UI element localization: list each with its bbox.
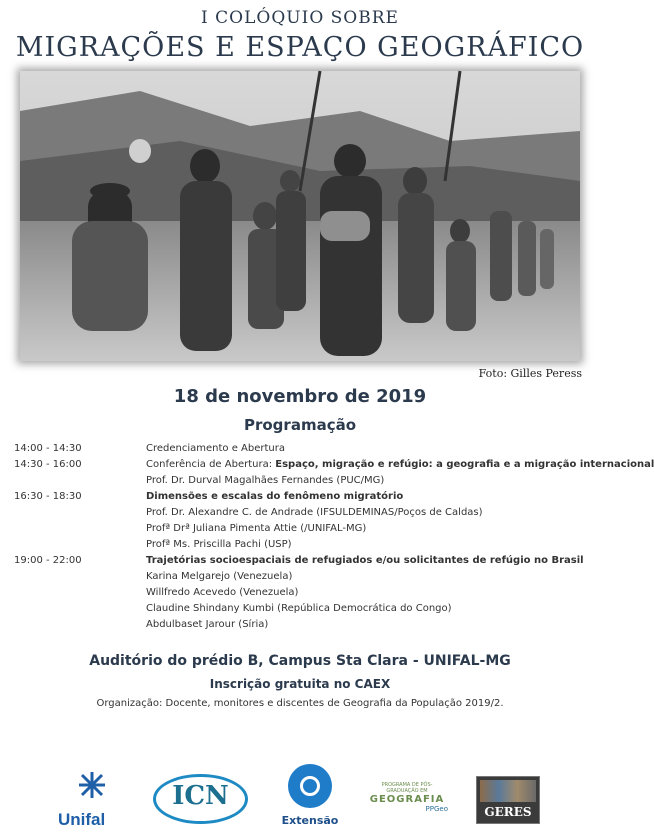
speaker: Prof. Dr. Durval Magalhães Fernandes (PUC/MG) [146,475,385,486]
speaker: Claudine Shindany Kumbi (República Democrática do Congo) [146,603,452,614]
session-title: Espaço, migração e refúgio: a geografia e a migração internacional [275,459,654,470]
program-heading: Programação [243,416,357,434]
ppgeo-logo: PROGRAMA DE PÓS-GRADUAÇÃO EM GEOGRAFIA PPGeo [369,782,448,813]
cover-photo [20,71,580,361]
schedule [14,441,654,633]
speaker: Willfredo Acevedo (Venezuela) [146,587,299,598]
event-pretitle: I COLÓQUIO SOBRE [201,8,399,28]
schedule-line: Conferência de Abertura: Espaço, migração e refúgio: a geografia e a migração internacional [146,459,654,470]
geres-logo: GERES [476,776,540,824]
schedule-item [14,457,654,489]
registration-info: Inscrição gratuita no CAEX [209,677,391,691]
speaker: Profª Ms. Priscilla Pachi (USP) [146,539,292,550]
unifal-logo: Unifal [58,770,128,830]
schedule-time: 19:00 - 22:00 [14,555,82,566]
extensao-icon [288,764,332,808]
schedule-item [14,489,586,553]
schedule-time: 14:00 - 14:30 [14,443,82,454]
sponsor-logos [0,760,600,830]
organization-note: Organização: Docente, monitores e discentes de Geografia da População 2019/2. [96,698,504,709]
speaker: Prof. Dr. Alexandre C. de Andrade (IFSULDEMINAS/Poços de Caldas) [146,507,483,518]
schedule-item [14,553,586,633]
venue: Auditório do prédio B, Campus Sta Clara - UNIFAL-MG [89,653,511,669]
event-header [0,8,600,63]
schedule-line: Credenciamento e Abertura [146,443,285,454]
schedule-time: 16:30 - 18:30 [14,491,82,502]
session-title: Trajetórias socioespaciais de refugiados e/ou solicitantes de refúgio no Brasil [146,555,584,566]
schedule-time: 14:30 - 16:00 [14,459,82,470]
photo-credit: Foto: Gilles Peress [478,367,582,380]
unifal-cross-icon [72,770,112,800]
speaker: Abdulbaset Jarour (Síria) [146,619,269,630]
extensao-logo: Extensão [278,764,342,830]
speaker: Profª Drª Juliana Pimenta Attie (/UNIFAL-MG) [146,523,367,534]
schedule-item [14,441,586,457]
event-title: MIGRAÇÕES E ESPAÇO GEOGRÁFICO [15,32,585,63]
speaker: Karina Melgarejo (Venezuela) [146,571,293,582]
icn-logo: ICN [153,774,248,824]
event-date: 18 de novembro de 2019 [173,386,427,407]
session-title: Dimensões e escalas do fenômeno migratório [146,491,404,502]
